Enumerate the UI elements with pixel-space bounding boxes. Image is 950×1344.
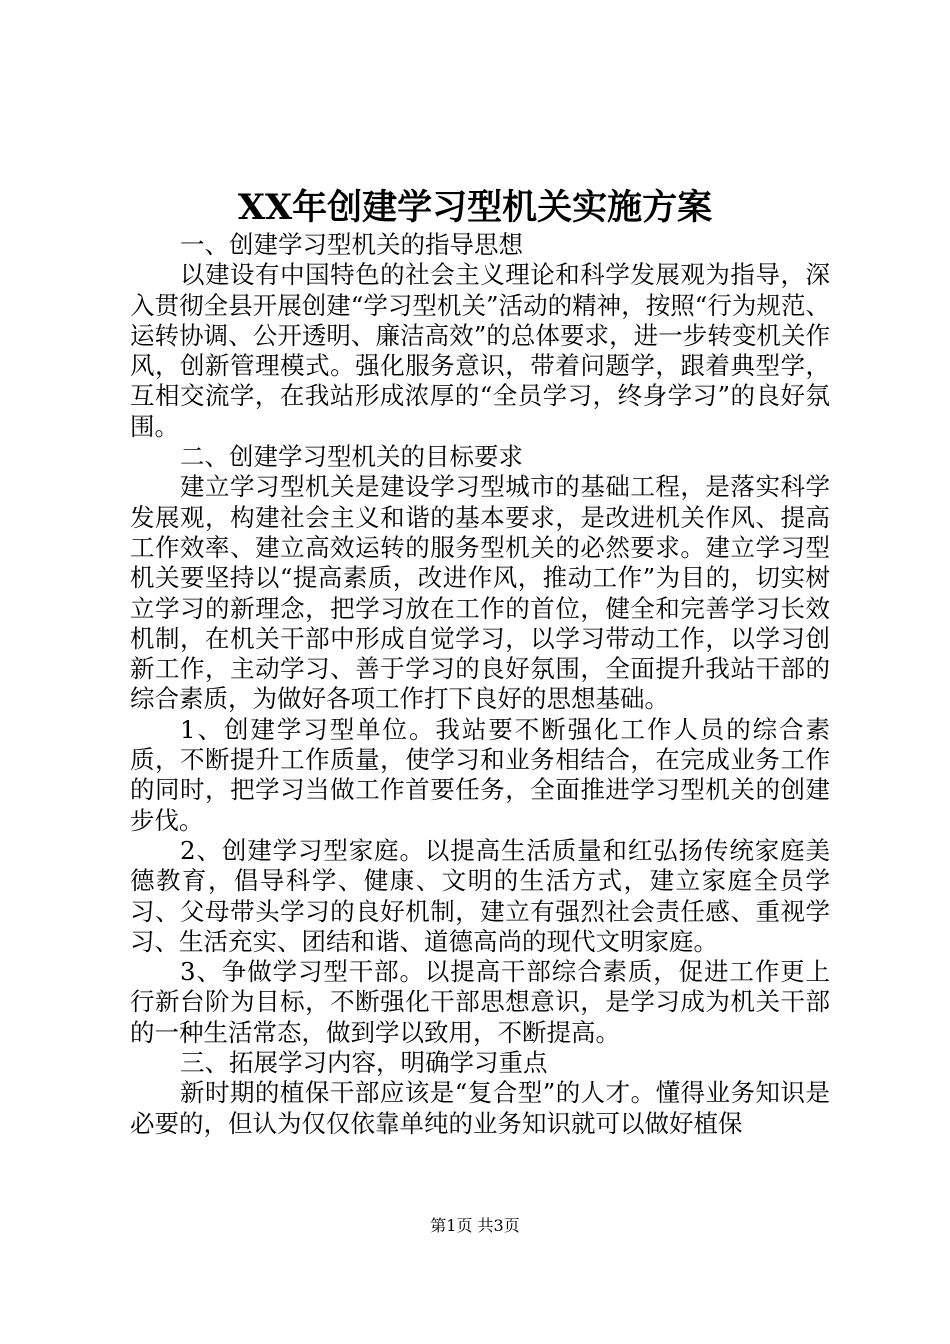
section-heading-3: 三、拓展学习内容，明确学习重点 — [180, 1048, 548, 1078]
section-heading-1: 一、创建学习型机关的指导思想 — [180, 230, 523, 259]
document-body — [130, 230, 830, 1139]
section-heading-2: 二、创建学习型机关的目标要求 — [180, 442, 523, 472]
paragraph-item-2: 2、创建学习型家庭。以提高生活质量和红弘扬传统家庭美德教育，倡导科学、健康、文明的生活方式，建立家庭全员学习、父母带头学习的良好机制，建立有强烈社会责任感、重视学习、生活充实、团结和谐、道德高尚的现代文明家庭。 — [130, 835, 830, 956]
paragraph-guiding-thought: 以建设有中国特色的社会主义理论和科学发展观为指导，深入贯彻全县开展创建“学习型机关”活动的精神，按照“行为规范、运转协调、公开透明、廉洁高效”的总体要求，进一步转变机关作风，创新管理模式。强化服务意识，带着问题学，跟着典型学，互相交流学，在我站形成浓厚的“全员学习，终身学习”的良好氛围。 — [130, 260, 830, 441]
paragraph-item-1: 1、创建学习型单位。我站要不断强化工作人员的综合素质，不断提升工作质量，使学习和业务相结合，在完成业务工作的同时，把学习当做工作首要任务，全面推进学习型机关的创建步伐。 — [130, 714, 830, 835]
paragraph-content: 新时期的植保干部应该是“复合型”的人才。懂得业务知识是必要的，但认为仅仅依靠单纯的业务知识就可以做好植保 — [130, 1078, 830, 1138]
paragraph-goals: 建立学习型机关是建设学习型城市的基础工程，是落实科学发展观，构建社会主义和谐的基本要求，是改进机关作风、提高工作效率、建立高效运转的服务型机关的必然要求。建立学习型机关要坚持以“提高素质，改进作风，推动工作”为目的，切实树立学习的新理念，把学习放在工作的首位，健全和完善学习长效机制，在机关干部中形成自觉学习，以学习带动工作，以学习创新工作，主动学习、善于学习的良好氛围，全面提升我站干部的综合素质，为做好各项工作打下良好的思想基础。 — [130, 472, 830, 714]
paragraph-item-3: 3、争做学习型干部。以提高干部综合素质，促进工作更上行新台阶为目标，不断强化干部思想意识，是学习成为机关干部的一种生活常态，做到学以致用，不断提高。 — [130, 957, 830, 1047]
document-title: XX年创建学习型机关实施方案 — [237, 187, 713, 228]
page-footer: 第1页 共3页 — [430, 1216, 520, 1235]
